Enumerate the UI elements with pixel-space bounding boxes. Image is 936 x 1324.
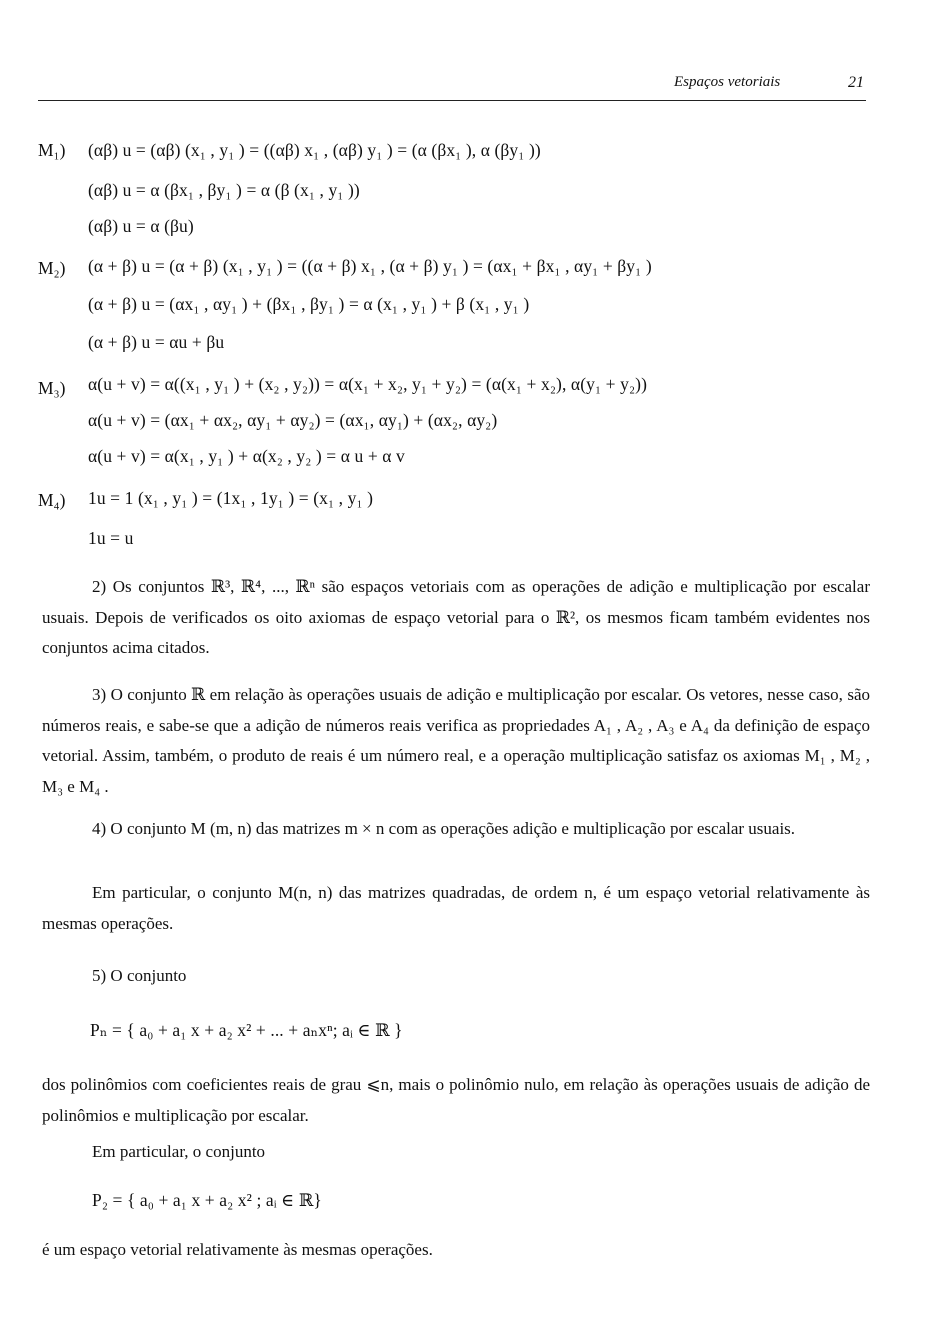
axiom-m2-line-1: (α + β) u = (α + β) (x₁ , y₁ ) = ((α + β) x₁ , (α + β) y₁ ) = (αx₁ + βx₁ , αy₁ + βy₁ ) (88, 256, 652, 276)
p2-formula: P₂ = { a₀ + a₁ x + a₂ x² ; aᵢ ∈ ℝ} (92, 1190, 322, 1210)
header-rule (38, 100, 866, 101)
axiom-m1-line-3: (αβ) u = α (βu) (88, 216, 194, 236)
paragraph-5-intro: 5) O conjunto (92, 966, 187, 985)
axiom-m4-line-1: 1u = 1 (x₁ , y₁ ) = (1x₁ , 1y₁ ) = (x₁ , y₁ ) (88, 488, 374, 508)
paragraph-4b: Em particular, o conjunto M(n, n) das matrizes quadradas, de ordem n, é um espaço vetorial relativamente às mesmas operações. (42, 883, 870, 933)
axiom-m2-line-3: (α + β) u = αu + βu (88, 332, 225, 352)
paragraph-3: 3) O conjunto ℝ em relação às operações usuais de adição e multiplicação por escalar. Os vetores, nesse caso, são números reais, e sabe-se que a adição de números reais verifica as propriedades A₁ , A₂ , A₃ e A₄ da definição de espaço vetorial. Assim, também, o produto de reais é um número real, e a operação multiplicação satisfaz os axiomas M₁ , M₂ , M₃ e M₄ . (42, 685, 870, 796)
axiom-m2-line-2: (α + β) u = (αx₁ , αy₁ ) + (βx₁ , βy₁ ) = α (x₁ , y₁ ) + β (x₁ , y₁ ) (88, 294, 530, 314)
axiom-m1-line-1: (αβ) u = (αβ) (x₁ , y₁ ) = ((αβ) x₁ , (αβ) y₁ ) = (α (βx₁ ), α (βy₁ )) (88, 140, 541, 160)
page-number: 21 (848, 74, 864, 91)
axiom-m1-line-2: (αβ) u = α (βx₁ , βy₁ ) = α (β (x₁ , y₁ )) (88, 180, 360, 200)
axiom-label-m1: M₁) (38, 140, 66, 160)
paragraph-5b: dos polinômios com coeficientes reais de grau ⩽n, mais o polinômio nulo, em relação às operações usuais de adição de polinômios e multiplicação por escalar. (42, 1075, 870, 1125)
axiom-m3-line-1: α(u + v) = α((x₁ , y₁ ) + (x₂ , y₂)) = α(x₁ + x₂, y₁ + y₂) = (α(x₁ + x₂), α(y₁ + y₂)) (88, 374, 647, 394)
axiom-label-m3: M₃) (38, 378, 66, 398)
axiom-label-m4: M₄) (38, 490, 66, 510)
pn-formula: Pₙ = { a₀ + a₁ x + a₂ x² + ... + aₙxⁿ; aᵢ ∈ ℝ } (90, 1020, 403, 1040)
paragraph-5c: Em particular, o conjunto (92, 1142, 266, 1161)
axiom-m3-line-2: α(u + v) = (αx₁ + αx₂, αy₁ + αy₂) = (αx₁, αy₁) + (αx₂, αy₂) (88, 410, 498, 430)
axiom-m3-line-3: α(u + v) = α(x₁ , y₁ ) + α(x₂ , y₂ ) = α u + α v (88, 446, 405, 466)
axiom-label-m2: M₂) (38, 258, 66, 278)
paragraph-4: 4) O conjunto M (m, n) das matrizes m × n com as operações adição e multiplicação por escalar usuais. (92, 819, 796, 838)
paragraph-5d: é um espaço vetorial relativamente às mesmas operações. (42, 1240, 433, 1259)
running-header-title: Espaços vetoriais (674, 74, 781, 90)
axiom-m4-line-2: 1u = u (88, 528, 134, 548)
paragraph-2: 2) Os conjuntos ℝ³, ℝ⁴, ..., ℝⁿ são espaços vetoriais com as operações de adição e multiplicação por escalar usuais. Depois de verificados os oito axiomas de espaço vetorial para o ℝ², os mesmos ficam também evidentes nos conjuntos acima citados. (42, 577, 870, 657)
